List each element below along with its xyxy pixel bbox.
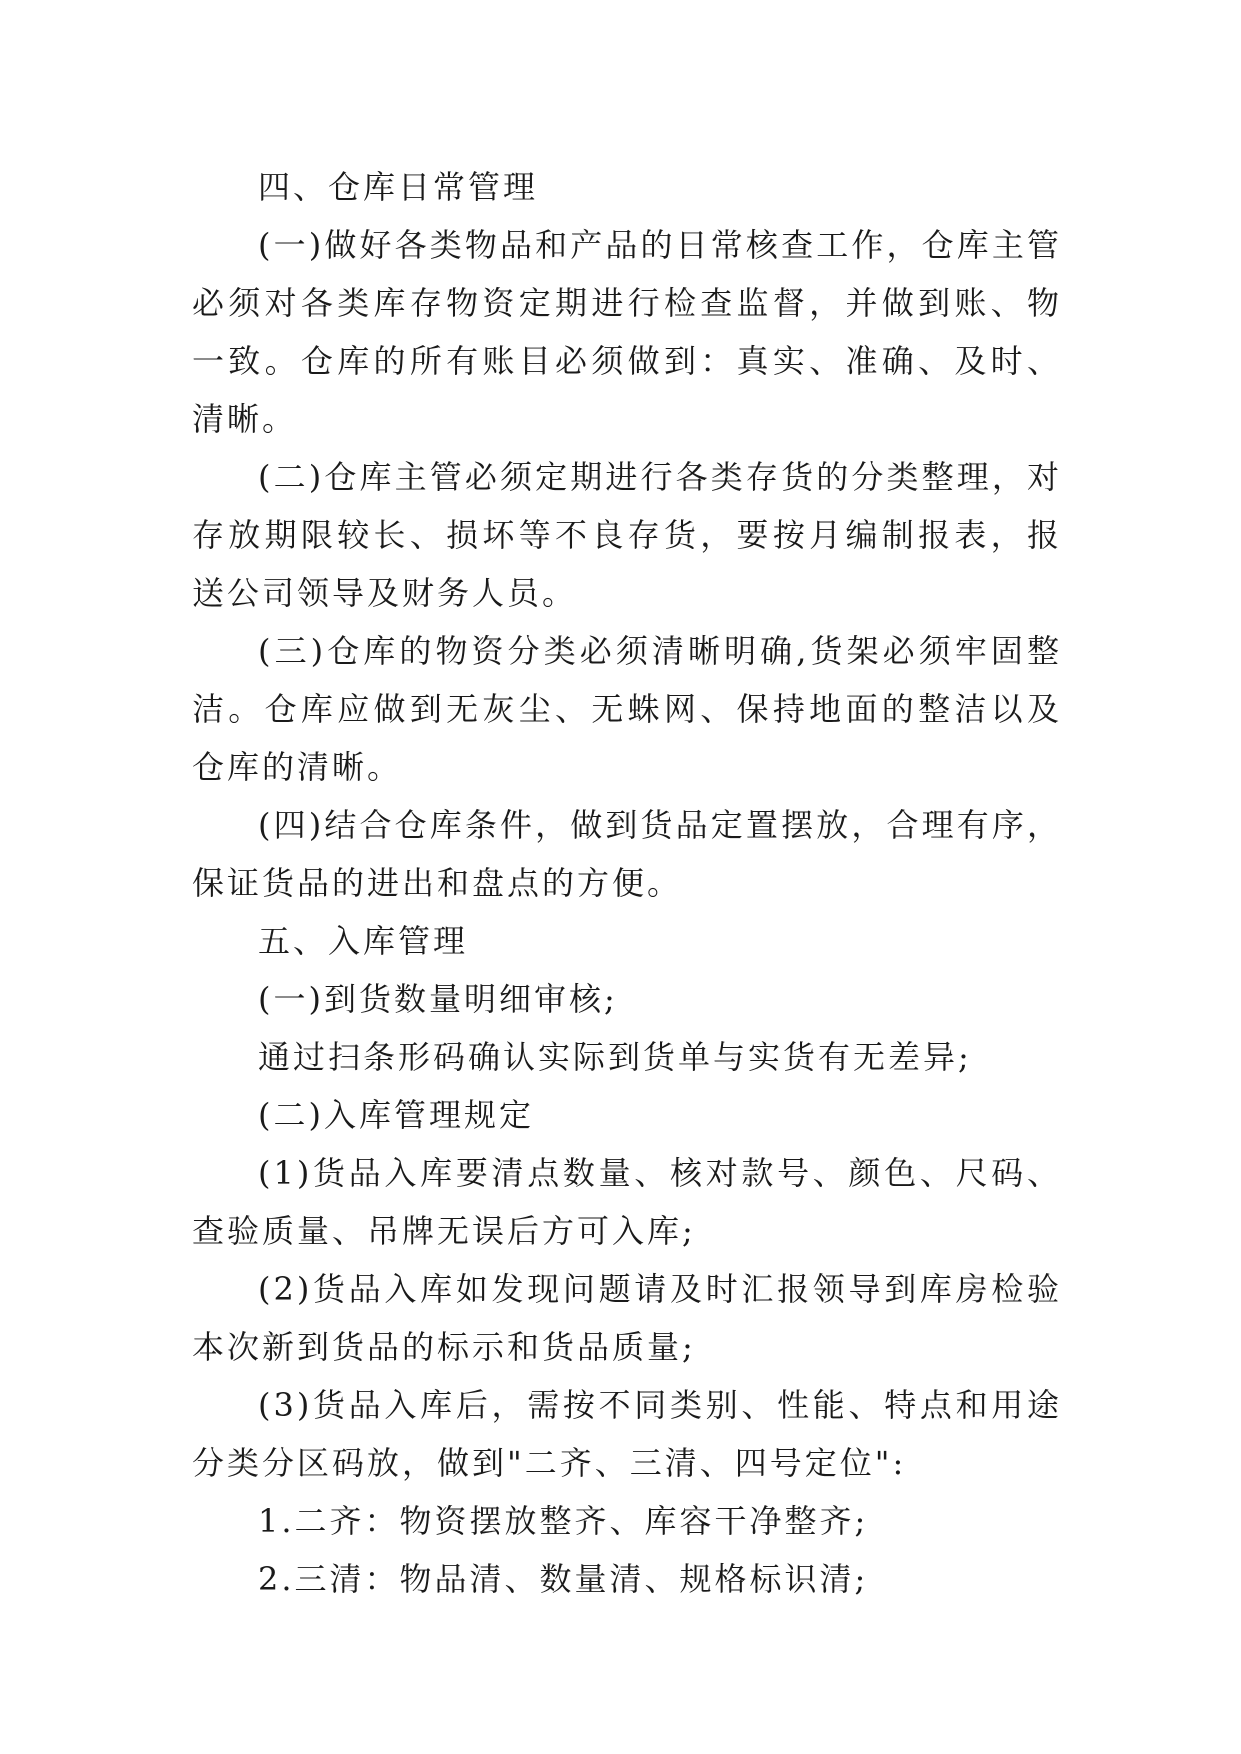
paragraph-rule-3: (3)货品入库后，需按不同类别、性能、特点和用途分类分区码放，做到"二齐、三清、四号定位": [192, 1386, 1062, 1482]
paragraph-arrival-review: (一)到货数量明细审核; [258, 980, 618, 1018]
list-item-two-neat: 1.二齐：物资摆放整齐、库容干净整齐; [258, 1502, 869, 1540]
section-heading-daily-management: 四、仓库日常管理 [258, 168, 539, 206]
document-body [192, 158, 1062, 1608]
paragraph-classification: (三)仓库的物资分类必须清晰明确,货架必须牢固整洁。仓库应做到无灰尘、无蛛网、保持地面的整洁以及仓库的清晰。 [192, 632, 1062, 786]
list-item-three-clear: 2.三清：物品清、数量清、规格标识清; [258, 1560, 869, 1598]
paragraph-daily-check: (一)做好各类物品和产品的日常核查工作，仓库主管必须对各类库存物资定期进行检查监督，并做到账、物一致。仓库的所有账目必须做到：真实、准确、及时、清晰。 [192, 226, 1062, 438]
paragraph-placement: (四)结合仓库条件，做到货品定置摆放，合理有序，保证货品的进出和盘点的方便。 [192, 806, 1062, 902]
paragraph-inbound-rules-heading: (二)入库管理规定 [258, 1096, 534, 1134]
paragraph-rule-2: (2)货品入库如发现问题请及时汇报领导到库房检验本次新到货品的标示和货品质量; [192, 1270, 1062, 1366]
paragraph-barcode-check: 通过扫条形码确认实际到货单与实货有无差异; [258, 1038, 972, 1076]
section-heading-inbound-management: 五、入库管理 [258, 922, 469, 960]
paragraph-rule-1: (1)货品入库要清点数量、核对款号、颜色、尺码、查验质量、吊牌无误后方可入库; [192, 1154, 1062, 1250]
paragraph-inventory-sorting: (二)仓库主管必须定期进行各类存货的分类整理，对存放期限较长、损坏等不良存货，要按月编制报表，报送公司领导及财务人员。 [192, 458, 1062, 612]
